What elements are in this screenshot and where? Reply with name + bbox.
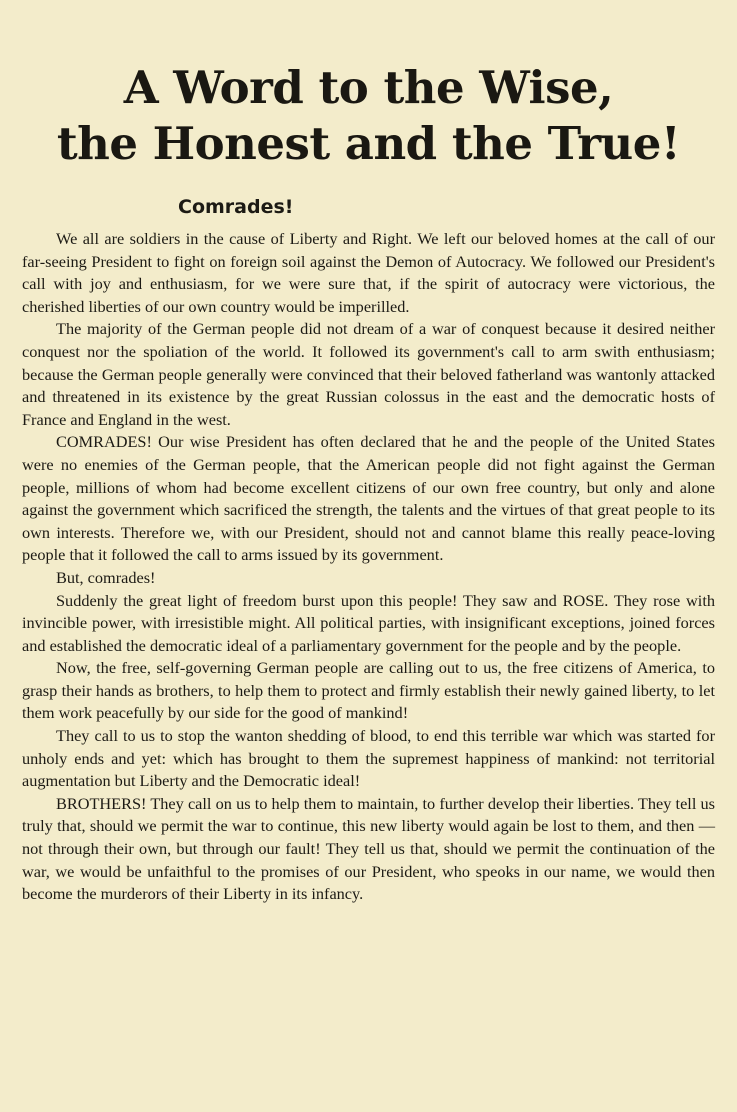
body-text — [22, 228, 715, 906]
paragraph: BROTHERS! They call on us to help them to maintain, to further develop their liberties. They tell us truly that, should we permit the war to continue, this new liberty would again be lost to them, and then — not through their own, but through our fault! They tell us that, should we permit the continuation of the war, we would be unfaithful to the promises of our President, who speoks in our name, we would then become the murderors of their Liberty in its infancy. — [22, 793, 715, 904]
paragraph: They call to us to stop the wanton shedding of blood, to end this terrible war which was started for unholy ends and yet: which has brought to them the supremest happiness of mankind: not territorial augmentation but Liberty and the Democratic ideal! — [22, 726, 715, 791]
page-title — [22, 60, 715, 172]
paragraph: Suddenly the great light of freedom burst upon this people! They saw and ROSE. They rose with invincible power, with irresistible might. All political parties, with insignificant exceptions, joined forces and established the democratic ideal of a parliamentary government for the people and by the people. — [22, 590, 715, 655]
paragraph: COMRADES! Our wise President has often declared that he and the people of the United States were no enemies of the German people, that the American people did not fight against the German people, millions of whom had become excellent citizens of our own free country, but only and alone against the government which sacrificed the strength, the talents and the virtues of that great people to its own interests. Therefore we, with our President, should not and cannot blame this really peace-loving people that it followed the call to arms issued by its government. — [22, 432, 715, 565]
paragraph: But, comrades! — [56, 567, 156, 587]
paragraph: Now, the free, self-governing German people are calling out to us, the free citizens of America, to grasp their hands as brothers, to help them to protect and firmly establish their newly gained liberty, to let them work peacefully by our side for the good of mankind! — [22, 658, 715, 723]
paragraph: The majority of the German people did not dream of a war of conquest because it desired neither conquest nor the spoliation of the world. It followed its government's call to arm swith enthusiasm; because the German people generally were convinced that their beloved fatherland was wantonly attacked and threatened in its existence by the great Russian colossus in the east and the democratic hosts of France and England in the west. — [22, 319, 715, 429]
paragraph: We all are soldiers in the cause of Liberty and Right. We left our beloved homes at the call of our far-seeing President to fight on foreign soil against the Demon of Autocracy. We followed our President's call with joy and enthusiasm, for we were sure that, if the spirit of autocracy were victorious, the cherished liberties of our own country would be imperilled. — [22, 229, 715, 316]
title-line-2: the Honest and the True! — [56, 117, 681, 170]
title-line-1: A Word to the Wise, — [123, 61, 614, 114]
salutation: Comrades! — [178, 196, 294, 218]
